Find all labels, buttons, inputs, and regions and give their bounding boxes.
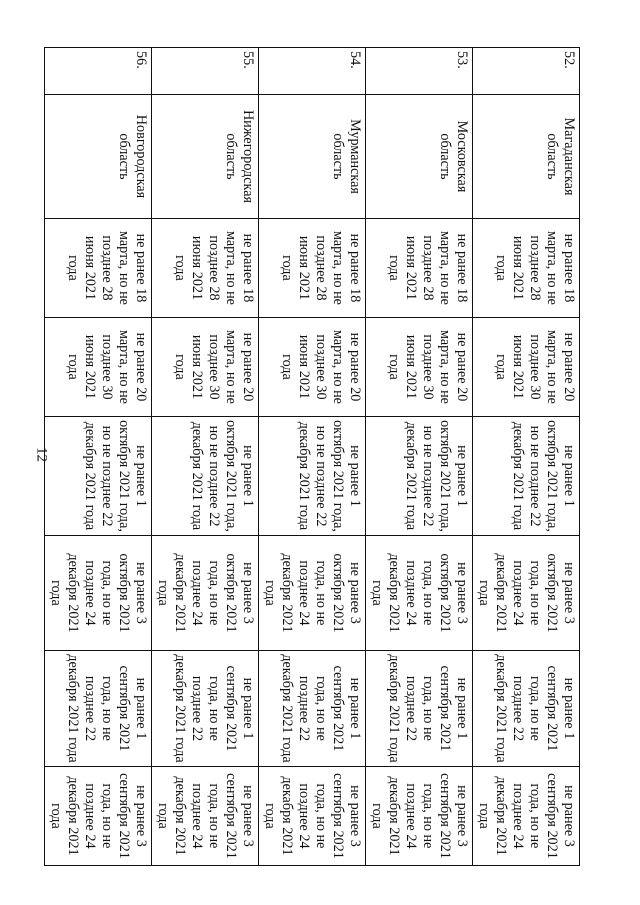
period-cell: не ранее 3 октября 2021 года, но не позднее 24 декабря 2021 года (45, 536, 152, 651)
row-number: 54. (259, 48, 366, 95)
row-number: 52. (473, 48, 580, 95)
period-cell: не ранее 18 марта, но не позднее 28 июня 2021 года (366, 219, 473, 318)
period-cell: не ранее 3 октября 2021 года, но не позднее 24 декабря 2021 года (473, 536, 580, 651)
table-row (366, 48, 473, 866)
period-cell: не ранее 1 сентября 2021 года, но не позднее 22 декабря 2021 года (473, 651, 580, 767)
period-cell: не ранее 3 октября 2021 года, но не позднее 24 декабря 2021 года (366, 536, 473, 651)
period-cell: не ранее 3 сентября 2021 года, но не позднее 24 декабря 2021 года (45, 767, 152, 866)
period-cell: не ранее 1 сентября 2021 года, но не позднее 22 декабря 2021 года (152, 651, 259, 767)
period-cell: не ранее 1 сентября 2021 года, но не позднее 22 декабря 2021 года (45, 651, 152, 767)
period-cell: не ранее 20 марта, но не позднее 30 июня 2021 года (366, 318, 473, 417)
row-number: 53. (366, 48, 473, 95)
period-cell: не ранее 18 марта, но не позднее 28 июня 2021 года (259, 219, 366, 318)
period-cell: не ранее 18 марта, но не позднее 28 июня 2021 года (473, 219, 580, 318)
table-row (259, 48, 366, 866)
period-cell: не ранее 20 марта, но не позднее 30 июня 2021 года (259, 318, 366, 417)
period-cell: не ранее 20 марта, но не позднее 30 июня 2021 года (45, 318, 152, 417)
period-cell: не ранее 18 марта, но не позднее 28 июня 2021 года (45, 219, 152, 318)
period-cell: не ранее 20 марта, но не позднее 30 июня 2021 года (473, 318, 580, 417)
period-cell: не ранее 3 октября 2021 года, но не позднее 24 декабря 2021 года (259, 536, 366, 651)
table-row (45, 48, 152, 866)
period-cell: не ранее 1 сентября 2021 года, но не позднее 22 декабря 2021 года (366, 651, 473, 767)
region-name: Новгородская область (45, 95, 152, 219)
period-cell: не ранее 1 сентября 2021 года, но не позднее 22 декабря 2021 года (259, 651, 366, 767)
period-cell: не ранее 1 октября 2021 года, но не позднее 22 декабря 2021 года (473, 417, 580, 536)
period-cell: не ранее 3 сентября 2021 года, но не позднее 24 декабря 2021 года (152, 767, 259, 866)
period-cell: не ранее 3 сентября 2021 года, но не позднее 24 декабря 2021 года (366, 767, 473, 866)
period-cell: не ранее 18 марта, но не позднее 28 июня 2021 года (152, 219, 259, 318)
period-cell: не ранее 3 октября 2021 года, но не позднее 24 декабря 2021 года (152, 536, 259, 651)
region-name: Магаданская область (473, 95, 580, 219)
period-cell: не ранее 3 сентября 2021 года, но не позднее 24 декабря 2021 года (473, 767, 580, 866)
period-cell: не ранее 1 октября 2021 года, но не позднее 22 декабря 2021 года (259, 417, 366, 536)
period-cell: не ранее 20 марта, но не позднее 30 июня 2021 года (152, 318, 259, 417)
period-cell: не ранее 3 сентября 2021 года, но не позднее 24 декабря 2021 года (259, 767, 366, 866)
region-name: Нижегородская область (152, 95, 259, 219)
page-number: 12 (33, 447, 50, 462)
row-number: 56. (45, 48, 152, 95)
table-row (152, 48, 259, 866)
schedule-table (44, 47, 580, 866)
row-number: 55. (152, 48, 259, 95)
region-name: Московская область (366, 95, 473, 219)
period-cell: не ранее 1 октября 2021 года, но не позднее 22 декабря 2021 года (45, 417, 152, 536)
region-name: Мурманская область (259, 95, 366, 219)
period-cell: не ранее 1 октября 2021 года, но не позднее 22 декабря 2021 года (152, 417, 259, 536)
table-row (473, 48, 580, 866)
schedule-table-wrapper (48, 47, 580, 865)
period-cell: не ранее 1 октября 2021 года, но не позднее 22 декабря 2021 года (366, 417, 473, 536)
